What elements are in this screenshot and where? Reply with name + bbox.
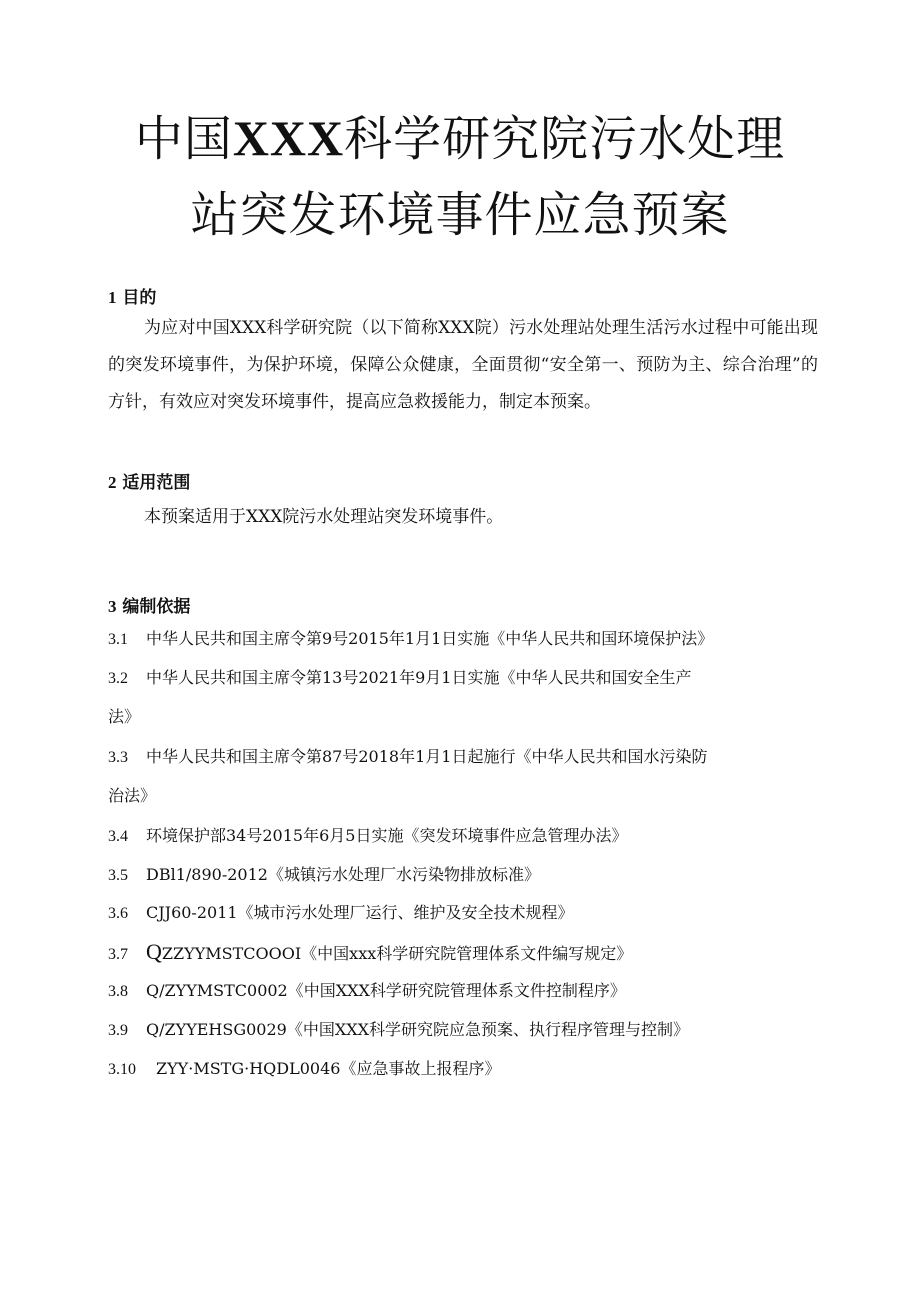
reference-number: 3.10: [108, 1061, 136, 1078]
reference-number: 3.1: [108, 631, 128, 648]
reference-number: 3.5: [108, 867, 128, 884]
reference-text: 环境保护部34号2015年6月5日实施《突发环境事件应急管理办法》: [146, 826, 628, 845]
reference-number: 3.4: [108, 828, 128, 845]
section-3-number: 3: [108, 597, 117, 616]
reference-item: [108, 659, 808, 736]
reference-item: [108, 738, 808, 815]
section-2-number: 2: [108, 473, 117, 492]
title-latin: XXX: [232, 110, 345, 166]
reference-item: [108, 894, 808, 933]
reference-item: [108, 1050, 808, 1089]
section-1-body: 为应对中国XXX科学研究院（以下简称XXX院）污水处理站处理生活污水过程中可能出现的突发环境事件，为保护环境，保障公众健康，全面贯彻“安全第一、预防为主、综合治理”的方针，有效应对突发环境事件，提高应急救援能力，制定本预案。: [108, 318, 818, 412]
reference-text-continuation: 法》: [108, 707, 141, 726]
reference-text: CJJ60-2011《城市污水处理厂运行、维护及安全技术规程》: [146, 903, 574, 922]
reference-text: 中华人民共和国主席令第9号2015年1月1日实施《中华人民共和国环境保护法》: [146, 629, 714, 648]
document-title-line-1: [60, 100, 860, 169]
document-title-line-2: 站突发环境事件应急预案: [190, 187, 730, 243]
reference-item: [108, 972, 808, 1011]
reference-text-continuation: 治法》: [108, 786, 157, 805]
reference-text: ZYY·MSTG·HQDL0046《应急事故上报程序》: [156, 1059, 501, 1078]
reference-number: 3.7: [108, 946, 128, 963]
reference-text: 中华人民共和国主席令第87号2018年1月1日起施行《中华人民共和国水污染防: [146, 747, 708, 766]
reference-item: [108, 933, 808, 974]
reference-text: ZZYYMSTCOOOI《中国xxx科学研究院管理体系文件编写规定》: [161, 944, 633, 963]
reference-number: 3.9: [108, 1022, 128, 1039]
section-2-title: 适用范围: [122, 473, 191, 493]
section-2-body: 本预案适用于XXX院污水处理站突发环境事件。: [144, 507, 504, 527]
title-prefix: 中国: [134, 111, 233, 167]
section-1-heading: [108, 283, 156, 308]
section-2-heading: [108, 468, 190, 493]
reference-text: 中华人民共和国主席令第13号2021年9月1日实施《中华人民共和国安全生产: [146, 668, 692, 687]
reference-number: 3.8: [108, 983, 128, 1000]
reference-item: [108, 856, 808, 895]
reference-item: [108, 1011, 808, 1050]
reference-text: Q/ZYYEHSG0029《中国XXX科学研究院应急预案、执行程序管理与控制》: [146, 1020, 690, 1039]
section-1-title: 目的: [122, 288, 157, 308]
reference-code-letter: Q: [146, 939, 162, 964]
section-3-title: 编制依据: [122, 597, 191, 617]
reference-number: 3.6: [108, 905, 128, 922]
reference-text: Q/ZYYMSTC0002《中国XXX科学研究院管理体系文件控制程序》: [146, 981, 626, 1000]
reference-text: DBl1/890-2012《城镇污水处理厂水污染物排放标准》: [146, 865, 540, 884]
section-3-heading: [108, 592, 190, 617]
reference-number: 3.3: [108, 749, 128, 766]
section-1-number: 1: [108, 288, 117, 307]
title-suffix: 科学研究院污水处理: [344, 111, 786, 167]
reference-item: [108, 620, 808, 659]
reference-item: [108, 817, 808, 856]
reference-number: 3.2: [108, 670, 128, 687]
